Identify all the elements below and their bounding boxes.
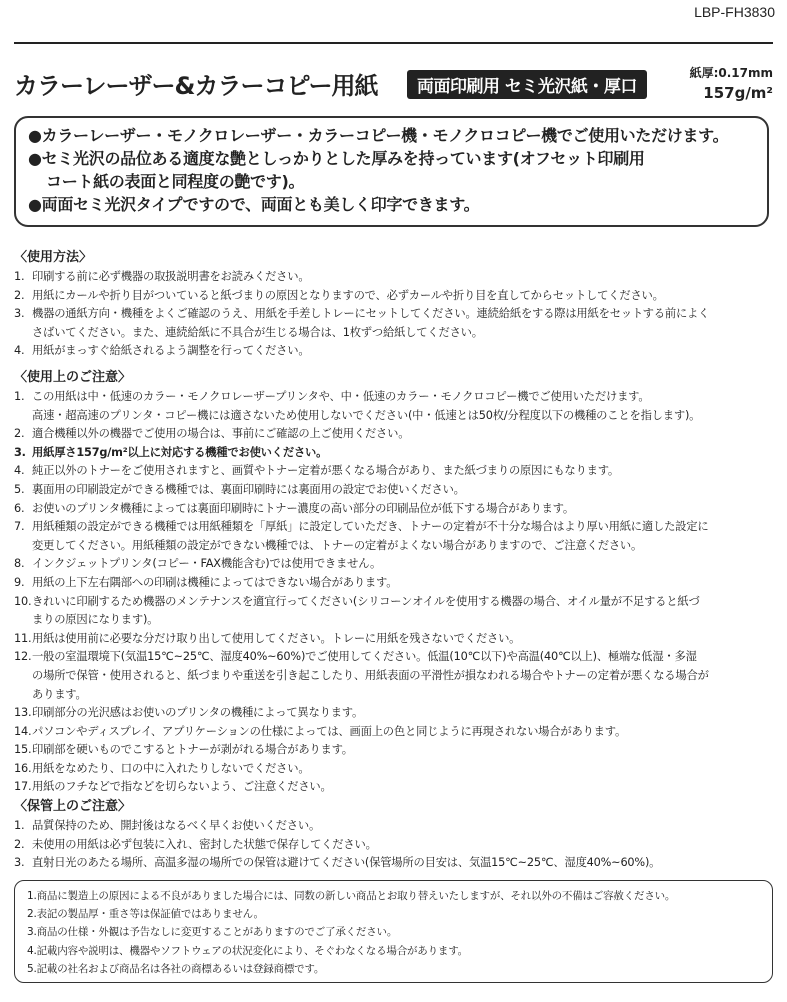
list-item xyxy=(14,305,775,324)
item-text: 高速・超高速のプリンタ・コピー機には適さないため使用しないでください(中・低速とは50枚/分程度以下の機種のことを指します)。 xyxy=(32,408,701,422)
list-item xyxy=(14,481,775,500)
item-text: 用紙厚さ157g/m²以上に対応する機種でお使いください。 xyxy=(32,445,328,459)
item-number: 12. xyxy=(14,650,32,664)
item-number: 1. xyxy=(14,270,25,283)
item-number: 9. xyxy=(14,575,25,589)
product-title: カラーレーザー&カラーコピー用紙 xyxy=(14,72,378,100)
list-item-continued xyxy=(14,611,775,630)
model-number: LBP-FH3830 xyxy=(694,4,775,20)
item-text: あります。 xyxy=(32,687,87,701)
item-number: 1. xyxy=(14,390,25,403)
paper-weight: 157g/m² xyxy=(703,84,773,102)
feature-item-continued: コート紙の表面と同程度の艶です)。 xyxy=(46,172,305,191)
item-text: 機器の通紙方向・機種をよくご確認のうえ、用紙を手差しトレーにセットしてください。連続給紙をする際は用紙をセットする前によく xyxy=(32,307,710,321)
item-number: 15. xyxy=(14,743,32,757)
item-number: 4. xyxy=(14,344,25,358)
list-item xyxy=(14,268,775,287)
notes-list xyxy=(27,887,760,978)
item-number: 4. xyxy=(14,464,25,478)
list-item xyxy=(14,741,775,760)
list-item xyxy=(14,388,775,407)
list-item xyxy=(14,518,775,537)
item-number: 1. xyxy=(14,819,25,832)
list-item xyxy=(14,778,775,797)
item-number: 17. xyxy=(14,780,32,794)
item-number: 3. xyxy=(14,856,25,870)
list-item xyxy=(14,500,775,519)
list-item xyxy=(14,342,775,361)
list-item xyxy=(14,574,775,593)
item-text: 用紙は使用前に必要な分だけ取り出して使用してください。トレーに用紙を残さないでください。 xyxy=(32,631,521,645)
usage-list xyxy=(14,268,775,361)
item-text: 変更してください。用紙種類の設定ができない機種では、トナーの定着がよくない場合がありますので、ご注意ください。 xyxy=(32,538,643,552)
note-item: 2.表記の製品厚・重さ等は保証値ではありません。 xyxy=(27,908,264,921)
list-item xyxy=(14,648,775,667)
item-text: 未使用の用紙は必ず包装に入れ、密封した状態で保存してください。 xyxy=(32,837,377,851)
item-text: 印刷部分の光沢感はお使いのプリンタの機種によって異なります。 xyxy=(32,706,364,720)
item-text: 一般の室温環境下(気温15℃~25℃、湿度40%~60%)でご使用してください。低温(10℃以下)や高温(40℃以上)、極端な低湿・多湿 xyxy=(32,650,697,664)
item-text: まりの原因になります)。 xyxy=(32,613,159,627)
list-item xyxy=(14,462,775,481)
item-number: 13. xyxy=(14,706,32,720)
item-number: 11. xyxy=(14,631,32,645)
paper-spec xyxy=(690,63,773,103)
item-text: インクジェットプリンタ(コピー・FAX機能含む)では使用できません。 xyxy=(32,557,382,571)
item-text: 裏面用の印刷設定ができる機種では、裏面印刷時には裏面用の設定でお使いください。 xyxy=(32,482,465,496)
item-text: さばいてください。また、連続給紙に不具合が生じる場合は、1枚ずつ給紙してください。 xyxy=(32,325,483,339)
item-text: 印刷する前に必ず機器の取扱説明書をお読みください。 xyxy=(32,270,310,283)
list-item xyxy=(14,854,775,873)
item-text: 用紙にカールや折り目がついていると紙づまりの原因となりますので、必ずカールや折り目を直してからセットしてください。 xyxy=(32,288,664,302)
item-text: 純正以外のトナーをご使用されますと、画質やトナー定着が悪くなる場合があり、また紙づまりの原因にもなります。 xyxy=(32,464,620,478)
item-text: お使いのプリンタ機種によっては裏面印刷時にトナー濃度の高い部分の印刷品位が低下する場合があります。 xyxy=(32,501,574,515)
item-text: この用紙は中・低速のカラー・モノクロレーザープリンタや、中・低速のカラー・モノクロコピー機でご使用いただけます。 xyxy=(32,390,650,403)
feature-item: ●両面セミ光沢タイプですので、両面とも美しく印字できます。 xyxy=(28,195,480,214)
list-item-continued xyxy=(14,324,775,343)
list-item xyxy=(14,704,775,723)
item-text: 用紙の上下左右隅部への印刷は機種によってはできない場合があります。 xyxy=(32,575,398,589)
cautions-list xyxy=(14,388,775,797)
notes-box xyxy=(14,880,773,983)
header-divider xyxy=(14,42,773,44)
list-item-continued xyxy=(14,667,775,686)
item-number: 2. xyxy=(14,288,25,302)
usage-heading: 〈使用方法〉 xyxy=(14,250,93,265)
item-number: 3. xyxy=(14,307,25,321)
list-item xyxy=(14,287,775,306)
item-text: パソコンやディスプレイ、アプリケーションの仕様によっては、画面上の色と同じように再現されない場合があります。 xyxy=(32,724,627,738)
list-item xyxy=(14,836,775,855)
item-number: 10. xyxy=(14,594,32,608)
item-number: 7. xyxy=(14,520,25,534)
item-text: 用紙がまっすぐ給紙されるよう調整を行ってください。 xyxy=(32,344,310,358)
item-text: 印刷部を硬いものでこするとトナーが剥がれる場合があります。 xyxy=(32,743,353,757)
item-number: 16. xyxy=(14,761,32,775)
item-number: 2. xyxy=(14,837,25,851)
storage-list xyxy=(14,817,775,873)
features-box xyxy=(14,116,769,227)
cautions-heading: 〈使用上のご注意〉 xyxy=(14,370,132,385)
item-number: 5. xyxy=(14,482,25,496)
title-row xyxy=(14,66,777,106)
list-item xyxy=(14,444,775,463)
list-item xyxy=(14,555,775,574)
item-text: きれいに印刷するため機器のメンテナンスを適宜行ってください(シリコーンオイルを使用する機器の場合、オイル量が不足すると紙づ xyxy=(32,594,700,608)
list-item xyxy=(14,425,775,444)
item-text: 用紙種類の設定ができる機種では用紙種類を「厚紙」に設定していただき、トナーの定着が不十分な場合はより厚い用紙に適した設定に xyxy=(32,520,709,534)
item-number: 2. xyxy=(14,427,25,441)
list-item xyxy=(14,817,775,836)
note-item: 4.記載内容や説明は、機器やソフトウェアの状況変化により、そぐわなくなる場合があります。 xyxy=(27,944,468,957)
item-number: 14. xyxy=(14,724,32,738)
item-text: の場所で保管・使用されると、紙づまりや重送を引き起こしたり、用紙表面の平滑性が損なわれる場合やトナーの定着が悪くなる場合が xyxy=(32,668,709,682)
note-item: 3.商品の仕様・外観は予告なしに変更することがありますのでご了承ください。 xyxy=(27,926,398,939)
item-number: 6. xyxy=(14,501,25,515)
storage-section xyxy=(14,797,775,873)
list-item-continued xyxy=(14,537,775,556)
list-item-continued xyxy=(14,686,775,705)
storage-heading: 〈保管上のご注意〉 xyxy=(14,799,132,814)
item-number: 8. xyxy=(14,557,25,571)
list-item xyxy=(14,630,775,649)
note-item: 5.記載の社名および商品名は各社の商標あるいは登録商標です。 xyxy=(27,962,325,975)
product-type-badge: 両面印刷用 セミ光沢紙・厚口 xyxy=(407,70,647,99)
item-text: 用紙のフチなどで指などを切らないよう、ご注意ください。 xyxy=(32,780,332,794)
item-text: 適合機種以外の機器でご使用の場合は、事前にご確認の上ご使用ください。 xyxy=(32,427,410,441)
feature-item: ●カラーレーザー・モノクロレーザー・カラーコピー機・モノクロコピー機でご使用いただけます。 xyxy=(28,126,729,145)
list-item xyxy=(14,593,775,612)
note-item: 1.商品に製造上の原因による不良がありました場合には、同数の新しい商品とお取り替えいたしますが、それ以外の不備はご容赦ください。 xyxy=(27,890,676,902)
list-item-continued xyxy=(14,407,775,426)
feature-item: ●セミ光沢の品位ある適度な艶としっかりとした厚みを持っています(オフセット印刷用 xyxy=(28,149,645,168)
item-text: 品質保持のため、開封後はなるべく早くお使いください。 xyxy=(32,819,321,832)
item-text: 用紙をなめたり、口の中に入れたりしないでください。 xyxy=(32,761,310,775)
cautions-section xyxy=(14,368,775,797)
usage-section xyxy=(14,248,775,361)
item-text: 直射日光のあたる場所、高温多湿の場所での保管は避けてください(保管場所の目安は、気温15℃~25℃、湿度40%~60%)。 xyxy=(32,856,661,870)
item-number: 3. xyxy=(14,445,26,459)
list-item xyxy=(14,723,775,742)
list-item xyxy=(14,760,775,779)
paper-thickness: 紙厚:0.17mm xyxy=(689,66,773,80)
